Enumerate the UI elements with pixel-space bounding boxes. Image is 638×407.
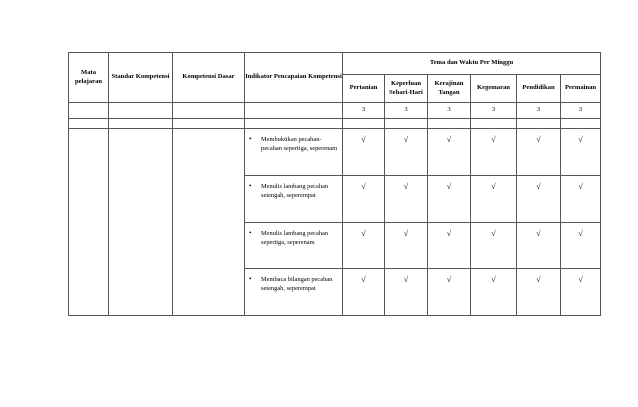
check-mark-icon: √ <box>517 176 561 223</box>
check-mark-icon: √ <box>343 129 385 176</box>
hours-cell: 3 <box>428 103 471 119</box>
header-theme-pendidikan: Pendidikan <box>517 75 561 103</box>
table-row <box>69 129 601 176</box>
bullet-icon: • <box>249 182 252 190</box>
indicator-text: Menulis lambang pecahan setengah, seperempat <box>261 183 329 199</box>
indicator-text: Membaca bilangan pecahan setengah, seperempat <box>261 276 333 292</box>
spacer-cell <box>561 119 601 129</box>
check-mark-icon: √ <box>517 269 561 316</box>
header-theme-pertanian: Pertanian <box>343 75 385 103</box>
header-tema-group: Tema dan Waktu Per Minggu <box>343 53 601 75</box>
hours-cell: 3 <box>517 103 561 119</box>
spacer-row <box>69 119 601 129</box>
spacer-cell <box>69 119 109 129</box>
hours-cell: 3 <box>561 103 601 119</box>
check-mark-icon: √ <box>517 223 561 269</box>
bullet-icon: • <box>249 229 252 237</box>
check-mark-icon: √ <box>385 223 428 269</box>
check-mark-icon: √ <box>343 223 385 269</box>
indicator-text: Membuktikan pecahan-pecahan sepertiga, seperenam <box>261 136 338 152</box>
indicator-cell <box>245 129 343 176</box>
spacer-cell <box>428 119 471 129</box>
table-body <box>69 129 601 316</box>
hours-cell: 3 <box>471 103 517 119</box>
hours-cell: 3 <box>343 103 385 119</box>
header-indikator: Indikator Pencapaian Kompetensi <box>245 53 343 103</box>
hours-empty-cell <box>69 103 109 119</box>
header-theme-keperluan-sehari-hari: Keperluan Sehari-Hari <box>385 75 428 103</box>
check-mark-icon: √ <box>471 176 517 223</box>
indicator-cell <box>245 223 343 269</box>
check-mark-icon: √ <box>428 223 471 269</box>
check-mark-icon: √ <box>385 129 428 176</box>
check-mark-icon: √ <box>428 129 471 176</box>
check-mark-icon: √ <box>561 269 601 316</box>
indicator-cell <box>245 176 343 223</box>
check-mark-icon: √ <box>385 176 428 223</box>
spacer-cell <box>173 119 245 129</box>
check-mark-icon: √ <box>471 269 517 316</box>
header-theme-permainan: Permainan <box>561 75 601 103</box>
indicator-cell <box>245 269 343 316</box>
check-mark-icon: √ <box>343 269 385 316</box>
check-mark-icon: √ <box>343 176 385 223</box>
check-mark-icon: √ <box>471 223 517 269</box>
check-mark-icon: √ <box>471 129 517 176</box>
header-row-hours <box>69 103 601 119</box>
mata-pelajaran-cell <box>69 129 109 316</box>
spacer-cell <box>245 119 343 129</box>
check-mark-icon: √ <box>385 269 428 316</box>
check-mark-icon: √ <box>428 176 471 223</box>
spacer-cell <box>517 119 561 129</box>
hours-empty-cell <box>109 103 173 119</box>
check-mark-icon: √ <box>517 129 561 176</box>
check-mark-icon: √ <box>428 269 471 316</box>
hours-cell: 3 <box>385 103 428 119</box>
header-mata-pelajaran: Mata pelajaran <box>69 53 109 103</box>
kompetensi-dasar-cell <box>173 129 245 316</box>
bullet-icon: • <box>249 135 252 143</box>
check-mark-icon: √ <box>561 129 601 176</box>
spacer-cell <box>385 119 428 129</box>
hours-empty-cell <box>245 103 343 119</box>
header-theme-kerajinan-tangan: Kerajinan Tangan <box>428 75 471 103</box>
spacer-cell <box>343 119 385 129</box>
header-standar-kompetensi: Standar Kompetensi <box>109 53 173 103</box>
check-mark-icon: √ <box>561 176 601 223</box>
hours-empty-cell <box>173 103 245 119</box>
header-kompetensi-dasar: Kompetensi Dasar <box>173 53 245 103</box>
spacer-cell <box>471 119 517 129</box>
standar-kompetensi-cell <box>109 129 173 316</box>
curriculum-table <box>68 52 601 316</box>
spacer-cell <box>109 119 173 129</box>
indicator-text: Menulis lambang pecahan sepertiga, seperenam <box>261 230 329 246</box>
header-theme-kegemaran: Kegemaran <box>471 75 517 103</box>
bullet-icon: • <box>249 275 252 283</box>
header-row-1 <box>69 53 601 75</box>
check-mark-icon: √ <box>561 223 601 269</box>
